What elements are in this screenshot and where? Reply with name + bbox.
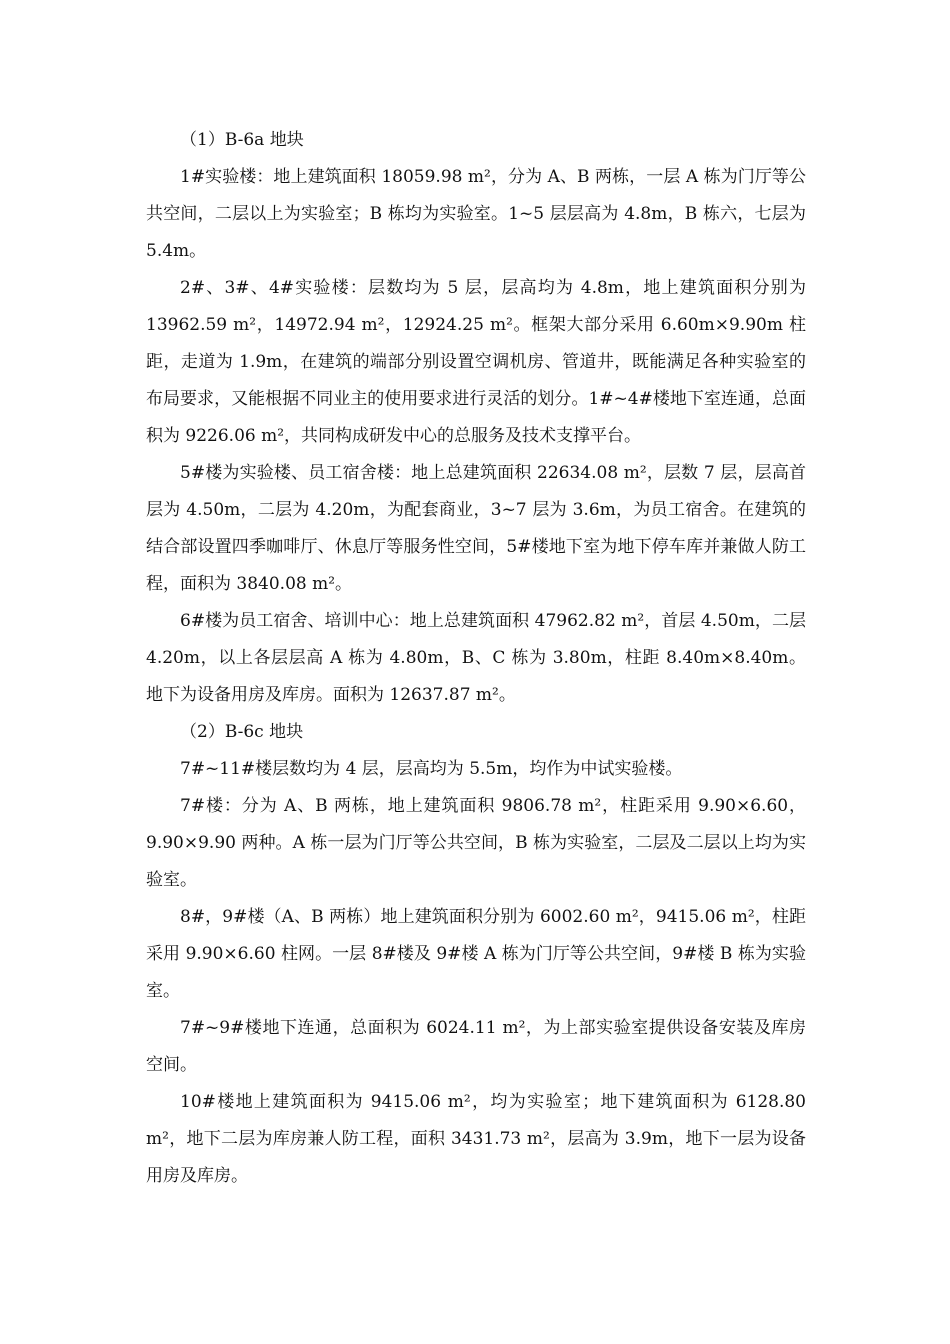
section-heading-b6a: （1）B-6a 地块 bbox=[180, 130, 304, 150]
document-body bbox=[146, 122, 806, 1195]
paragraph-buildings-2-4: 2#、3#、4#实验楼：层数均为 5 层，层高均为 4.8m，地上建筑面积分别为 13962.59 m²，14972.94 m²，12924.25 m²。框架大部分采用 6.60m×9.90m 柱距，走道为 1.9m，在建筑的端部分别设置空调机房、管道井，既能满足各种实验室的布局要求，又能根据不同业主的使用要求进行灵活的划分。1#~4#楼地下室连通，总面积为 9226.06 m²，共同构成研发中心的总服务及技术支撑平台。 bbox=[146, 278, 806, 446]
paragraph-building-6: 6#楼为员工宿舍、培训中心：地上总建筑面积 47962.82 m²，首层 4.50m，二层 4.20m，以上各层层高 A 栋为 4.80m，B、C 栋为 3.80m，柱距 8.40m×8.40m。地下为设备用房及库房。面积为 12637.87 m²。 bbox=[146, 611, 806, 705]
paragraph-buildings-8-9: 8#，9#楼（A、B 两栋）地上建筑面积分别为 6002.60 m²，9415.06 m²，柱距采用 9.90×6.60 柱网。一层 8#楼及 9#楼 A 栋为门厅等公共空间，9#楼 B 栋为实验室。 bbox=[146, 907, 806, 1001]
paragraph-building-7: 7#楼：分为 A、B 两栋，地上建筑面积 9806.78 m²，柱距采用 9.90×6.60，9.90×9.90 两种。A 栋一层为门厅等公共空间，B 栋为实验室，二层及二层以上均为实验室。 bbox=[146, 796, 806, 890]
paragraph-buildings-7-11: 7#~11#楼层数均为 4 层，层高均为 5.5m，均作为中试实验楼。 bbox=[180, 759, 683, 779]
section-heading-b6c: （2）B-6c 地块 bbox=[180, 722, 304, 742]
paragraph-buildings-7-9-basement: 7#~9#楼地下连通，总面积为 6024.11 m²，为上部实验室提供设备安装及库房空间。 bbox=[146, 1018, 806, 1075]
paragraph-building-10: 10#楼地上建筑面积为 9415.06 m²，均为实验室；地下建筑面积为 6128.80 m²，地下二层为库房兼人防工程，面积 3431.73 m²，层高为 3.9m，地下一层为设备用房及库房。 bbox=[146, 1092, 806, 1186]
paragraph-building-1: 1#实验楼：地上建筑面积 18059.98 m²，分为 A、B 两栋，一层 A 栋为门厅等公共空间，二层以上为实验室；B 栋均为实验室。1~5 层层高为 4.8m，B 栋六，七层为 5.4m。 bbox=[146, 167, 806, 261]
paragraph-building-5: 5#楼为实验楼、员工宿舍楼：地上总建筑面积 22634.08 m²，层数 7 层，层高首层为 4.50m，二层为 4.20m，为配套商业，3~7 层为 3.6m，为员工宿舍。在建筑的结合部设置四季咖啡厅、休息厅等服务性空间，5#楼地下室为地下停车库并兼做人防工程，面积为 3840.08 m²。 bbox=[146, 463, 806, 594]
